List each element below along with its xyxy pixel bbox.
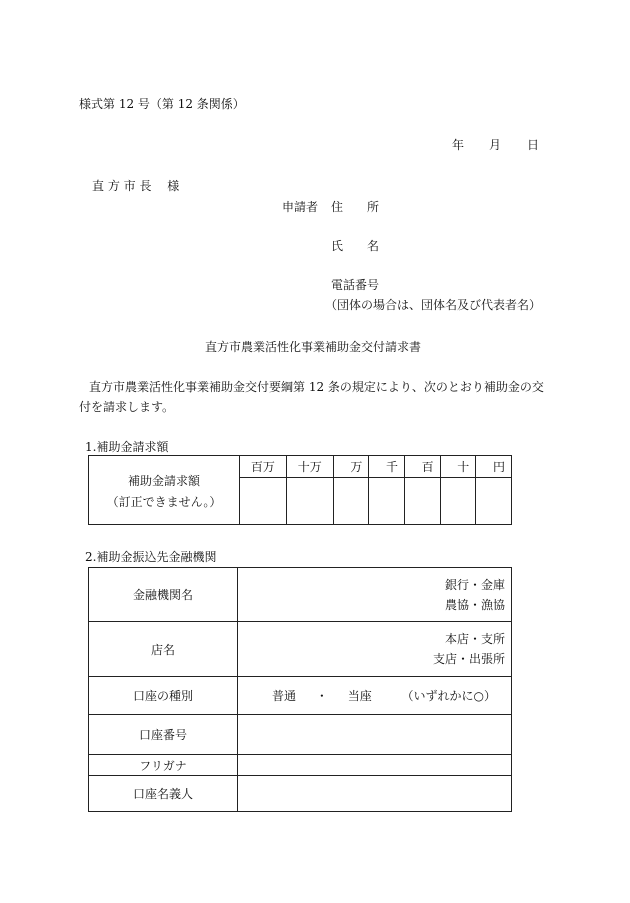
branch-label: 店名 <box>89 622 238 677</box>
date-day: 日 <box>527 138 540 152</box>
account-holder-input[interactable] <box>238 776 512 812</box>
account-type-normal[interactable]: 普通 <box>272 689 297 703</box>
bank-table <box>88 567 512 812</box>
body-line-1: 直方市農業活性化事業補助金交付要綱第 12 条の規定により、次のとおり補助金の交 <box>89 380 544 394</box>
applicant-name: 氏 名 <box>331 239 380 253</box>
amount-label-cell <box>89 456 240 525</box>
digit-header: 万 <box>333 456 369 478</box>
section2-heading: 2.補助金振込先金融機関 <box>85 550 217 564</box>
applicant-phone: 電話番号 <box>331 278 380 292</box>
account-type-note: （いずれかに○） <box>401 689 497 703</box>
furigana-label: フリガナ <box>89 755 238 776</box>
bank-label: 金融機関名 <box>89 568 238 622</box>
digit-header: 十万 <box>286 456 333 478</box>
applicant-label: 申請者 <box>282 200 319 214</box>
digit-header: 百万 <box>240 456 287 478</box>
digit-input-cell[interactable] <box>286 478 333 525</box>
account-number-label: 口座番号 <box>89 715 238 755</box>
amount-label: 補助金請求額 <box>127 474 200 488</box>
digit-header: 十 <box>440 456 476 478</box>
document-title: 直方市農業活性化事業補助金交付請求書 <box>205 340 422 354</box>
account-type-current[interactable]: 当座 <box>347 689 372 703</box>
body-line-2: 付を請求します。 <box>79 400 175 414</box>
digit-header: 百 <box>405 456 441 478</box>
account-type-cell[interactable] <box>238 677 512 715</box>
digit-header: 千 <box>369 456 405 478</box>
form-number: 様式第 12 号（第 12 条関係） <box>79 97 245 111</box>
account-type-label: 口座の種別 <box>89 677 238 715</box>
branch-option-1: 本店・支所 <box>444 632 505 646</box>
digit-input-cell[interactable] <box>405 478 441 525</box>
bank-option-1: 銀行・金庫 <box>444 577 505 592</box>
digit-input-cell[interactable] <box>476 478 512 525</box>
digit-input-cell[interactable] <box>333 478 369 525</box>
date-month: 月 <box>489 138 502 152</box>
section1-heading: 1.補助金請求額 <box>85 440 169 454</box>
digit-input-cell[interactable] <box>240 478 287 525</box>
addressee: 直 方 市 長 様 <box>92 179 180 193</box>
date-year: 年 <box>452 138 465 152</box>
account-number-input[interactable] <box>238 715 512 755</box>
bank-option-2: 農協・漁協 <box>444 597 505 612</box>
account-type-separator: ・ <box>315 689 328 703</box>
digit-header: 円 <box>476 456 512 478</box>
account-holder-label: 口座名義人 <box>89 776 238 812</box>
amount-table <box>88 455 512 525</box>
branch-option-2: 支店・出張所 <box>432 652 505 666</box>
furigana-input[interactable] <box>238 755 512 776</box>
applicant-address: 住 所 <box>331 200 380 214</box>
digit-input-cell[interactable] <box>440 478 476 525</box>
bank-input-cell[interactable] <box>238 568 512 622</box>
applicant-note: （団体の場合は、団体名及び代表者名） <box>325 298 542 312</box>
digit-input-cell[interactable] <box>369 478 405 525</box>
amount-sublabel: （訂正できません。） <box>106 495 222 509</box>
branch-input-cell[interactable] <box>238 622 512 677</box>
